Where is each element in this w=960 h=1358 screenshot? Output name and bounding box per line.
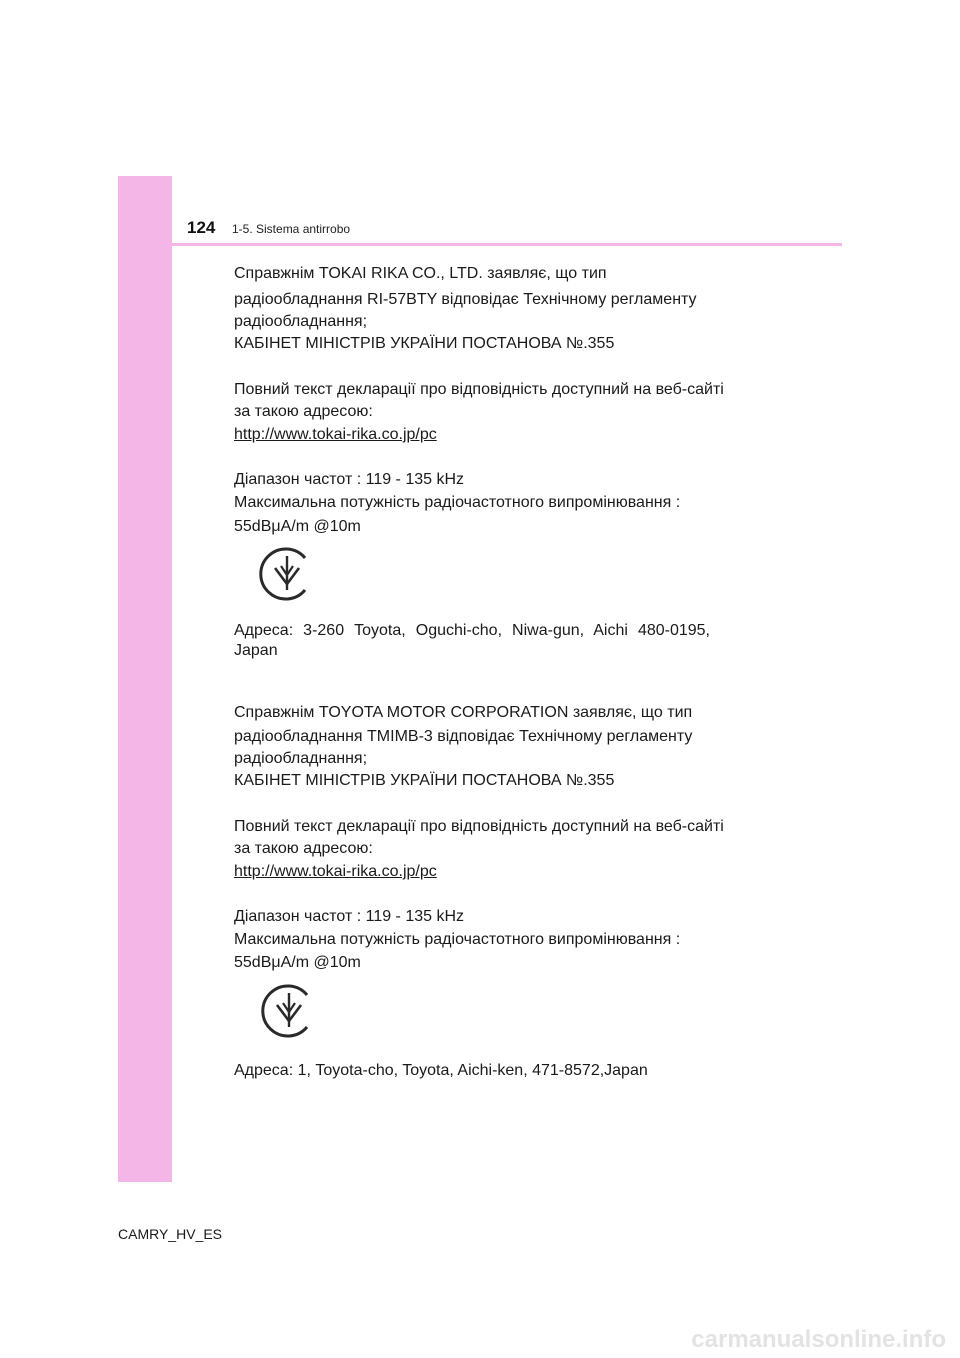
declaration-url-link[interactable]: http://www.tokai-rika.co.jp/pc [234,863,437,880]
page-number: 124 [187,218,216,237]
declaration-line: Справжнім TOKAI RIKA CO., LTD. заявляє, що тип [234,265,607,282]
regulation-line: КАБІНЕТ МІНІСТРІВ УКРАЇНИ ПОСТАНОВА №.355 [234,772,615,789]
max-power-label: Максимальна потужність радіочастотного випромінювання : [234,494,681,511]
declaration-line: радіообладнання TMIMB-3 відповідає Технічному регламенту [234,728,693,745]
address-line: Japan [234,642,278,659]
header-divider [172,243,842,246]
declaration-url-link[interactable]: http://www.tokai-rika.co.jp/pc [234,426,437,443]
max-power-label: Максимальна потужність радіочастотного випромінювання : [234,931,681,948]
full-text-line: Повний текст декларації про відповідність доступний на веб-сайті [234,381,724,398]
declaration-line: радіообладнання; [234,313,368,330]
declaration-line: радіообладнання RI-57BTY відповідає Технічному регламенту [234,291,697,308]
max-power-value: 55dBμA/m @10m [234,954,361,971]
address-line: Адреса: 3-260 Toyota, Oguchi-cho, Niwa-gun, Aichi 480-0195, [234,622,710,639]
max-power-value: 55dBμA/m @10m [234,518,361,535]
section-title: 1-5. Sistema antirrobo [232,222,351,236]
document-code: CAMRY_HV_ES [118,1226,223,1242]
section-tab-bar [118,176,172,1182]
frequency-range: Діапазон частот : 119 - 135 kHz [234,908,465,925]
ukraine-conformity-mark-icon [257,544,317,604]
regulation-line: КАБІНЕТ МІНІСТРІВ УКРАЇНИ ПОСТАНОВА №.355 [234,335,615,352]
frequency-range: Діапазон частот : 119 - 135 kHz [234,471,465,488]
address-line: Адреса: 1, Toyota-cho, Toyota, Aichi-ken, 471-8572,Japan [234,1062,648,1079]
watermark: carmanualsonline.info [691,1326,946,1353]
declaration-line: Справжнім TOYOTA MOTOR CORPORATION заявляє, що тип [234,704,693,721]
full-text-line: за такою адресою: [234,403,373,420]
full-text-line: за такою адресою: [234,840,373,857]
full-text-line: Повний текст декларації про відповідність доступний на веб-сайті [234,818,724,835]
ukraine-conformity-mark-icon [259,981,319,1041]
declaration-line: радіообладнання; [234,750,368,767]
